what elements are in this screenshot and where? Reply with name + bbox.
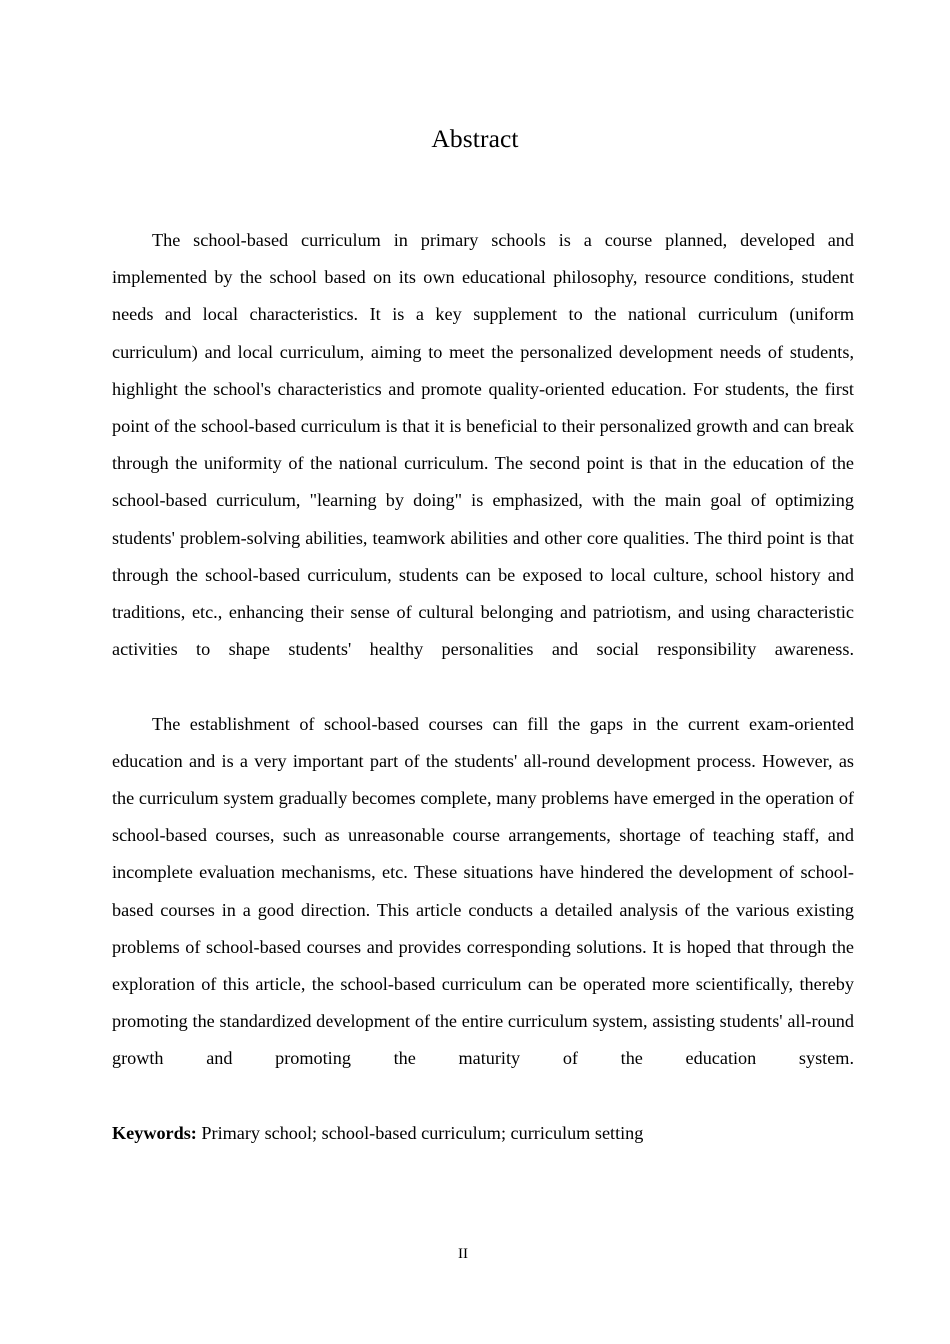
- abstract-paragraph-1: The school-based curriculum in primary schools is a course planned, developed and implemented by the school based on its own educational philosophy, resource conditions, student needs and local characteristics. It is a key supplement to the national curriculum (uniform curriculum) and local curriculum, aiming to meet the personalized development needs of students, highlight the school's characteristics and promote quality-oriented education. For students, the first point of the school-based curriculum is that it is beneficial to their personalized growth and can break through the uniformity of the national curriculum. The second point is that in the education of the school-based curriculum, "learning by doing" is emphasized, with the main goal of optimizing students' problem-solving abilities, teamwork abilities and other core qualities. The third point is that through the school-based curriculum, students can be exposed to local culture, school history and traditions, etc., enhancing their sense of cultural belonging and patriotism, and using characteristic activities to shape students' healthy personalities and social responsibility awareness.: [112, 230, 854, 660]
- keywords-value: Primary school; school-based curriculum; curriculum setting: [201, 1122, 644, 1143]
- page-number: II: [458, 1246, 468, 1262]
- keywords-line: [112, 1115, 854, 1152]
- abstract-body: [112, 222, 854, 1152]
- page-footer: [0, 1244, 950, 1264]
- page-title: Abstract: [431, 124, 519, 153]
- abstract-paragraph-2: The establishment of school-based courses can fill the gaps in the current exam-oriented education and is a very important part of the students' all-round development process. However, as the curriculum system gradually becomes complete, many problems have emerged in the operation of school-based courses, such as unreasonable course arrangements, shortage of teaching staff, and incomplete evaluation mechanisms, etc. These situations have hindered the development of school-based courses in a good direction. This article conducts a detailed analysis of the various existing problems of school-based courses and provides corresponding solutions. It is hoped that through the exploration of this article, the school-based curriculum can be operated more scientifically, thereby promoting the standardized development of the entire curriculum system, assisting students' all-round growth and promoting the maturity of the education system.: [112, 713, 854, 1069]
- keywords-label: Keywords:: [112, 1122, 197, 1143]
